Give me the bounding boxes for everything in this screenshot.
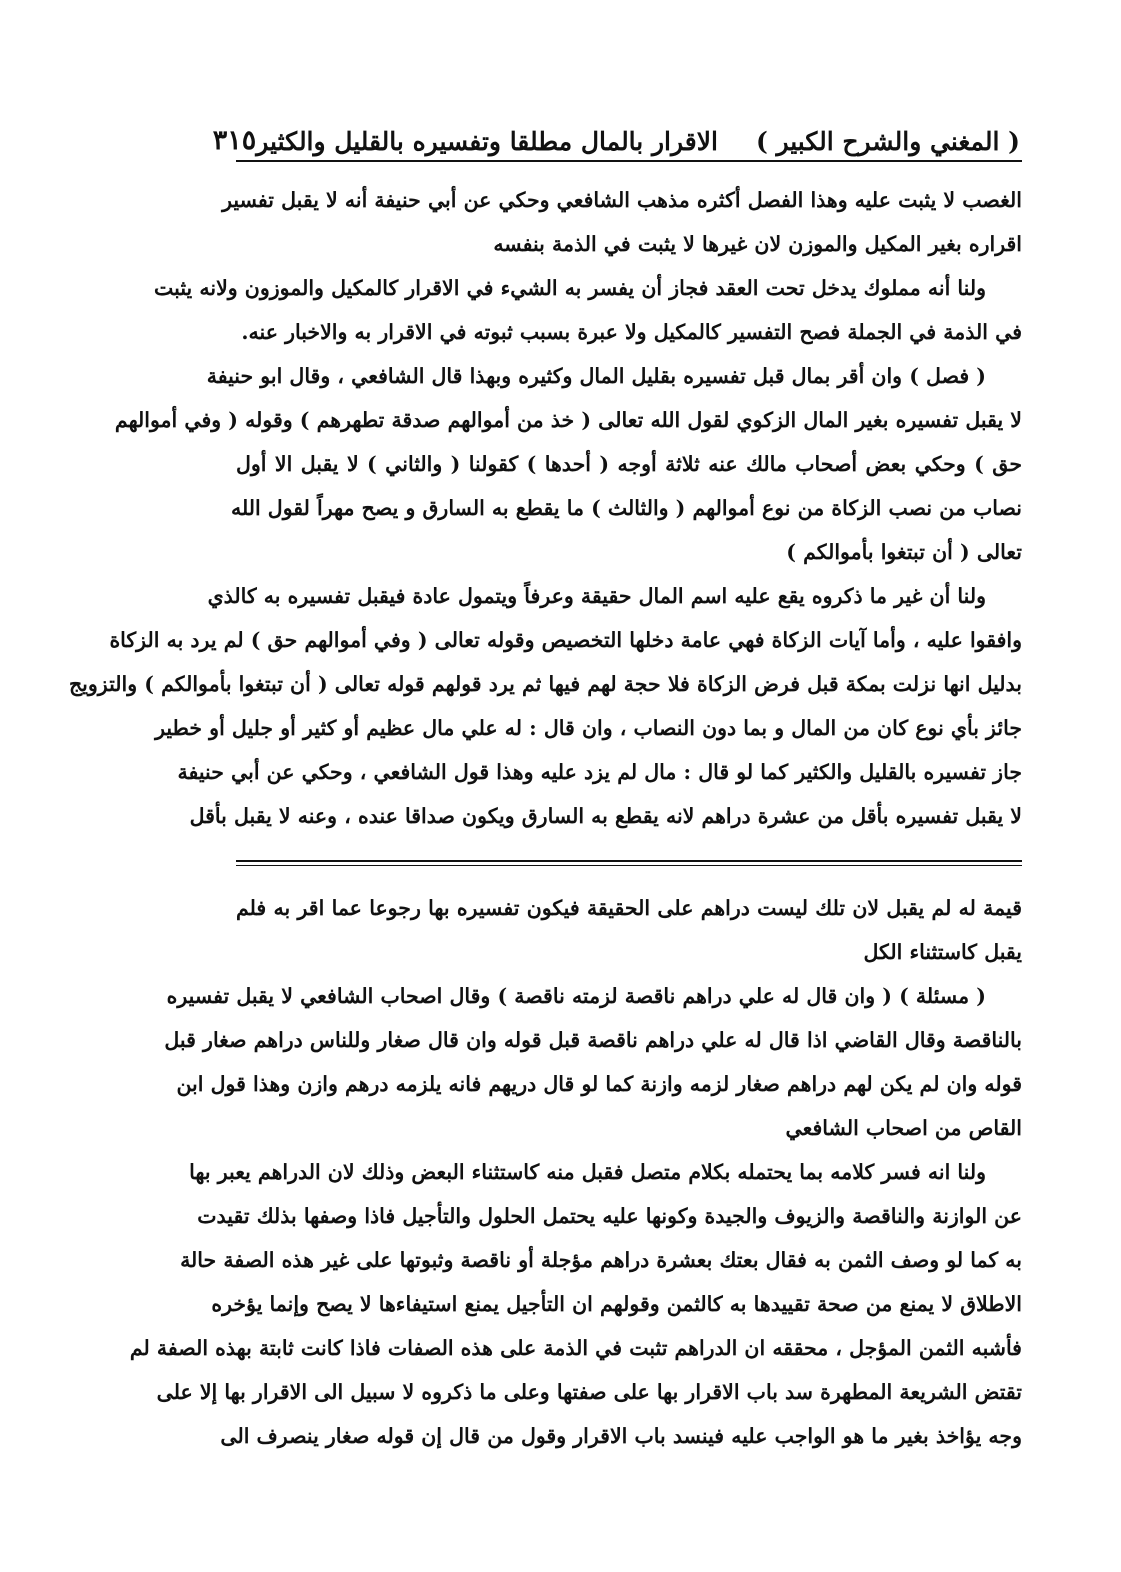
text-line: حق ) وحكي بعض أصحاب مالك عنه ثلاثة أوجه ( أحدها ) كقولنا ( والثاني ) لا يقبل الا أول (236, 452, 1022, 476)
divider-rule-upper (236, 860, 1022, 862)
text-line: الغصب لا يثبت عليه وهذا الفصل أكثره مذهب الشافعي وحكي عن أبي حنيفة أنه لا يقبل تفسير (222, 188, 1022, 212)
text-line: قيمة له لم يقبل لان تلك ليست دراهم على الحقيقة فيكون تفسيره بها رجوعا عما اقر به فلم (236, 896, 1022, 920)
divider-rule-lower (236, 865, 1022, 866)
text-line: ولنا أن غير ما ذكروه يقع عليه اسم المال حقيقة وعرفاً ويتمول عادة فيقبل تفسيره به كالذي (207, 584, 986, 608)
text-line: ولنا أنه مملوك يدخل تحت العقد فجاز أن يفسر به الشيء في الاقرار كالمكيل والموزون ولانه يثبت (154, 276, 986, 300)
running-header (212, 112, 1020, 156)
text-line: يقبل كاستثناء الكل (863, 940, 1022, 964)
page-number: ٣١٥ (212, 125, 257, 156)
text-line: ولنا انه فسر كلامه بما يحتمله بكلام متصل فقبل منه كاستثناء البعض وذلك لان الدراهم يعبر بها (189, 1160, 986, 1184)
book-title: ( المغني والشرح الكبير ) (755, 127, 1020, 156)
text-line: نصاب من نصب الزكاة من نوع أموالهم ( والثالث ) ما يقطع به السارق و يصح مهراً لقول الله (230, 496, 1022, 520)
main-text (68, 178, 1022, 838)
text-line: عن الوازنة والناقصة والزيوف والجيدة وكونها عليه يحتمل الحلول والتأجيل فاذا وصفها بذلك تقيدت (197, 1204, 1022, 1228)
text-line: لا يقبل تفسيره بغير المال الزكوي لقول الله تعالى ( خذ من أموالهم صدقة تطهرهم ) وقوله ( وفي أموالهم (114, 408, 1022, 432)
text-line: اقراره بغير المكيل والموزن لان غيرها لا يثبت في الذمة بنفسه (493, 232, 1022, 256)
text-line: ( مسئلة ) ( وان قال له علي دراهم ناقصة لزمته ناقصة ) وقال اصحاب الشافعي لا يقبل تفسيره (166, 984, 986, 1008)
chapter-title: الاقرار بالمال مطلقا وتفسيره بالقليل والكثير (256, 127, 718, 156)
paragraph (114, 354, 1022, 574)
text-line: لا يقبل تفسيره بأقل من عشرة دراهم لانه يقطع به السارق ويكون صداقا عنده ، وعنه لا يقبل بأقل (189, 804, 1022, 828)
text-line: وجه يؤاخذ بغير ما هو الواجب عليه فينسد باب الاقرار وقول من قال إن قوله صغار ينصرف الى (220, 1424, 1022, 1448)
paragraph (236, 886, 1022, 974)
paragraph (164, 974, 1022, 1150)
text-line: جاز تفسيره بالقليل والكثير كما لو قال : مال لم يزد عليه وهذا قول الشافعي ، وحكي عن أبي حنيفة (177, 760, 1022, 784)
text-line: فأشبه الثمن المؤجل ، محققه ان الدراهم تثبت في الذمة على هذه الصفات فاذا كانت ثابتة بهذه الصفة لم (129, 1336, 1022, 1360)
commentary-text (129, 886, 1022, 1458)
text-line: في الذمة في الجملة فصح التفسير كالمكيل ولا عبرة بسبب ثبوته في الاقرار به والاخبار عنه. (241, 320, 1022, 344)
text-line: ( فصل ) وان أقر بمال قبل تفسيره بقليل المال وكثيره وبهذا قال الشافعي ، وقال ابو حنيفة (206, 364, 986, 388)
text-line: بدليل انها نزلت بمكة قبل فرض الزكاة فلا حجة لهم فيها ثم يرد قولهم قوله تعالى ( أن تبتغوا بأموالكم ) والتزويج (68, 672, 1022, 696)
text-line: تقتض الشريعة المطهرة سد باب الاقرار بها على صفتها وعلى ما ذكروه لا سبيل الى الاقرار بها إلا على (156, 1380, 1022, 1404)
paragraph (154, 266, 1022, 354)
text-line: الاطلاق لا يمنع من صحة تقييدها به كالثمن وقولهم ان التأجيل يمنع استيفاءها لا يصح وإنما يؤخره (211, 1292, 1022, 1316)
paragraph (222, 178, 1022, 266)
paragraph (129, 1150, 1022, 1458)
text-line: القاص من اصحاب الشافعي (785, 1116, 1022, 1140)
paragraph (68, 574, 1022, 838)
text-line: جائز بأي نوع كان من المال و بما دون النصاب ، وان قال : له علي مال عظيم أو كثير أو جليل أو خطير (155, 716, 1022, 740)
text-line: به كما لو وصف الثمن به فقال بعتك بعشرة دراهم مؤجلة أو ناقصة وثبوتها على غير هذه الصفة حالة (180, 1248, 1022, 1272)
header-rule (236, 160, 1022, 162)
text-line: تعالى ( أن تبتغوا بأموالكم ) (786, 540, 1022, 564)
text-line: وافقوا عليه ، وأما آيات الزكاة فهي عامة دخلها التخصيص وقوله تعالى ( وفي أموالهم حق ) لم يرد به الزكاة (109, 628, 1022, 652)
text-line: بالناقصة وقال القاضي اذا قال له علي دراهم ناقصة قبل قوله وان قال صغار وللناس دراهم صغار قبل (164, 1028, 1022, 1052)
text-line: قوله وان لم يكن لهم دراهم صغار لزمه وازنة كما لو قال دريهم فانه يلزمه درهم وازن وهذا قول ابن (176, 1072, 1022, 1096)
